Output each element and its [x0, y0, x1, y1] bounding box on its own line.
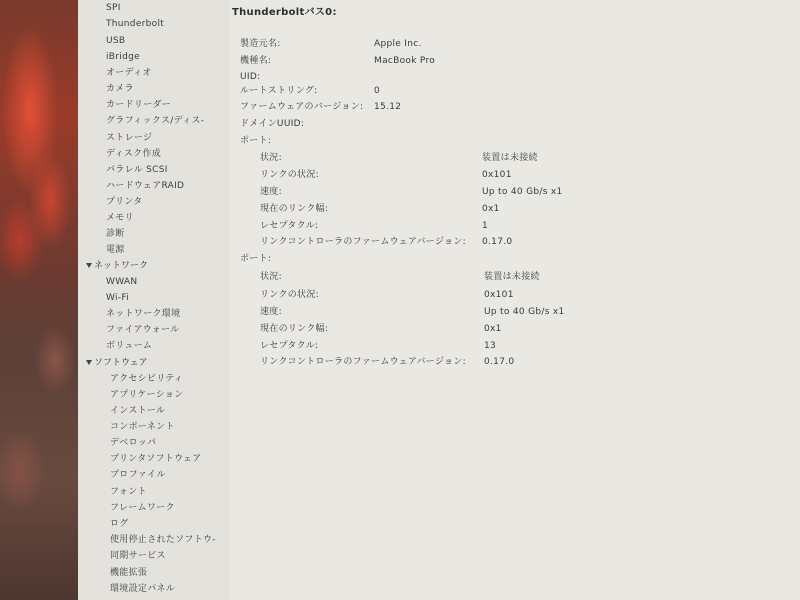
port-header: ポート:	[240, 254, 272, 264]
port-row-label: リンクコントローラのファームウェアバージョン:	[260, 357, 466, 367]
sidebar-item-parallel-scsi[interactable]: パラレル SCSI	[106, 165, 168, 175]
field-label-domain-uuid: ドメインUUID:	[240, 119, 305, 129]
disclosure-triangle-icon[interactable]	[86, 263, 92, 268]
port-row-label: リンクの状況:	[260, 170, 319, 180]
sidebar-group-software[interactable]	[86, 358, 148, 369]
port-header: ポート:	[240, 136, 272, 146]
sidebar-item-storage[interactable]: ストレージ	[106, 133, 153, 143]
sidebar-group-network-label: ネットワーク	[94, 261, 149, 271]
field-label-route-string: ルートストリング:	[240, 86, 318, 96]
port-row-value: 13	[484, 341, 497, 351]
sidebar-item-audio[interactable]: オーディオ	[106, 68, 152, 78]
sidebar-item-disc-burning[interactable]: ディスク作成	[106, 149, 162, 159]
port-row-value: Up to 40 Gb/s x1	[482, 187, 563, 197]
field-label-firmware-version: ファームウェアのバージョン:	[240, 102, 364, 112]
port-row-value: 0x101	[484, 290, 514, 300]
sidebar-item-frameworks[interactable]: フレームワーク	[110, 503, 175, 513]
sidebar-item-components[interactable]: コンポーネント	[110, 422, 175, 432]
sidebar-item-power[interactable]: 電源	[106, 245, 125, 255]
disclosure-triangle-icon[interactable]	[86, 360, 92, 365]
desktop-wallpaper	[0, 0, 78, 600]
port-row-value: 0x101	[482, 170, 512, 180]
sidebar-item-applications[interactable]: アプリケーション	[110, 390, 184, 400]
sidebar-item-developer[interactable]: デベロッパ	[110, 438, 157, 448]
sidebar-item-spi[interactable]: SPI	[106, 3, 121, 13]
sidebar[interactable]	[78, 0, 231, 600]
field-label-model: 機種名:	[240, 56, 272, 66]
sidebar-item-installations[interactable]: インストール	[110, 406, 166, 416]
port-row-label: レセプタクル:	[260, 341, 319, 351]
sidebar-item-sync-services[interactable]: 同期サービス	[110, 551, 166, 561]
port-row-value: 1	[482, 221, 489, 231]
system-information-window	[78, 0, 800, 600]
field-value-firmware-version: 15.12	[374, 102, 402, 112]
port-row-label: リンクコントローラのファームウェアバージョン:	[260, 237, 466, 247]
port-row-value: 0x1	[484, 324, 502, 334]
sidebar-item-diagnostics[interactable]: 診断	[106, 229, 125, 239]
port-row-label: 現在のリンク幅:	[260, 324, 329, 334]
sidebar-item-graphics-display[interactable]: グラフィックス/ディス-	[106, 116, 205, 126]
port-row-value: 0.17.0	[482, 237, 513, 247]
detail-title: Thunderboltバス0:	[232, 7, 337, 18]
port-row-value: 装置は未接続	[484, 272, 540, 282]
port-row-label: 現在のリンク幅:	[260, 204, 329, 214]
port-row-label: 速度:	[260, 187, 282, 197]
sidebar-item-printer-software[interactable]: プリンタソフトウェア	[110, 454, 202, 464]
port-row-label: 状況:	[260, 153, 282, 163]
field-label-uid: UID:	[240, 72, 261, 82]
field-value-route-string: 0	[374, 86, 381, 96]
port-row-label: リンクの状況:	[260, 290, 319, 300]
sidebar-item-camera[interactable]: カメラ	[106, 84, 134, 94]
detail-pane	[230, 0, 800, 600]
port-row-value: 0.17.0	[484, 357, 515, 367]
sidebar-item-printers[interactable]: プリンタ	[106, 197, 143, 207]
sidebar-item-thunderbolt[interactable]: Thunderbolt	[106, 19, 165, 29]
sidebar-item-fonts[interactable]: フォント	[110, 487, 147, 497]
sidebar-item-hardware-raid[interactable]: ハードウェアRAID	[106, 181, 185, 191]
sidebar-item-disabled-software[interactable]: 使用停止されたソフトウ-	[110, 535, 216, 545]
port-row-value: 装置は未接続	[482, 153, 538, 163]
port-row-label: 速度:	[260, 307, 282, 317]
sidebar-item-wwan[interactable]: WWAN	[106, 277, 138, 287]
sidebar-item-preference-panes[interactable]: 環境設定パネル	[110, 584, 176, 594]
sidebar-item-usb[interactable]: USB	[106, 36, 126, 46]
port-row-value: 0x1	[482, 204, 500, 214]
sidebar-item-volumes[interactable]: ボリューム	[106, 341, 153, 351]
field-label-manufacturer: 製造元名:	[240, 39, 281, 49]
port-row-label: レセプタクル:	[260, 221, 319, 231]
field-value-model: MacBook Pro	[374, 56, 436, 66]
port-row-value: Up to 40 Gb/s x1	[484, 307, 565, 317]
sidebar-item-profiles[interactable]: プロファイル	[110, 470, 166, 480]
field-value-manufacturer: Apple Inc.	[374, 39, 422, 49]
sidebar-item-memory[interactable]: メモリ	[106, 213, 134, 223]
sidebar-item-extensions[interactable]: 機能拡張	[110, 568, 148, 578]
sidebar-item-wifi[interactable]: Wi-Fi	[106, 293, 129, 303]
sidebar-item-accessibility[interactable]: アクセシビリティ	[110, 374, 184, 384]
sidebar-item-card-reader[interactable]: カードリーダー	[106, 100, 172, 110]
sidebar-item-firewall[interactable]: ファイアウォール	[106, 325, 180, 335]
sidebar-item-logs[interactable]: ログ	[110, 519, 129, 529]
sidebar-item-ibridge[interactable]: iBridge	[106, 52, 140, 62]
sidebar-group-software-label: ソフトウェア	[94, 358, 148, 368]
port-row-label: 状況:	[260, 272, 282, 282]
sidebar-item-locations[interactable]: ネットワーク環境	[106, 309, 181, 319]
sidebar-group-network[interactable]	[86, 261, 148, 272]
